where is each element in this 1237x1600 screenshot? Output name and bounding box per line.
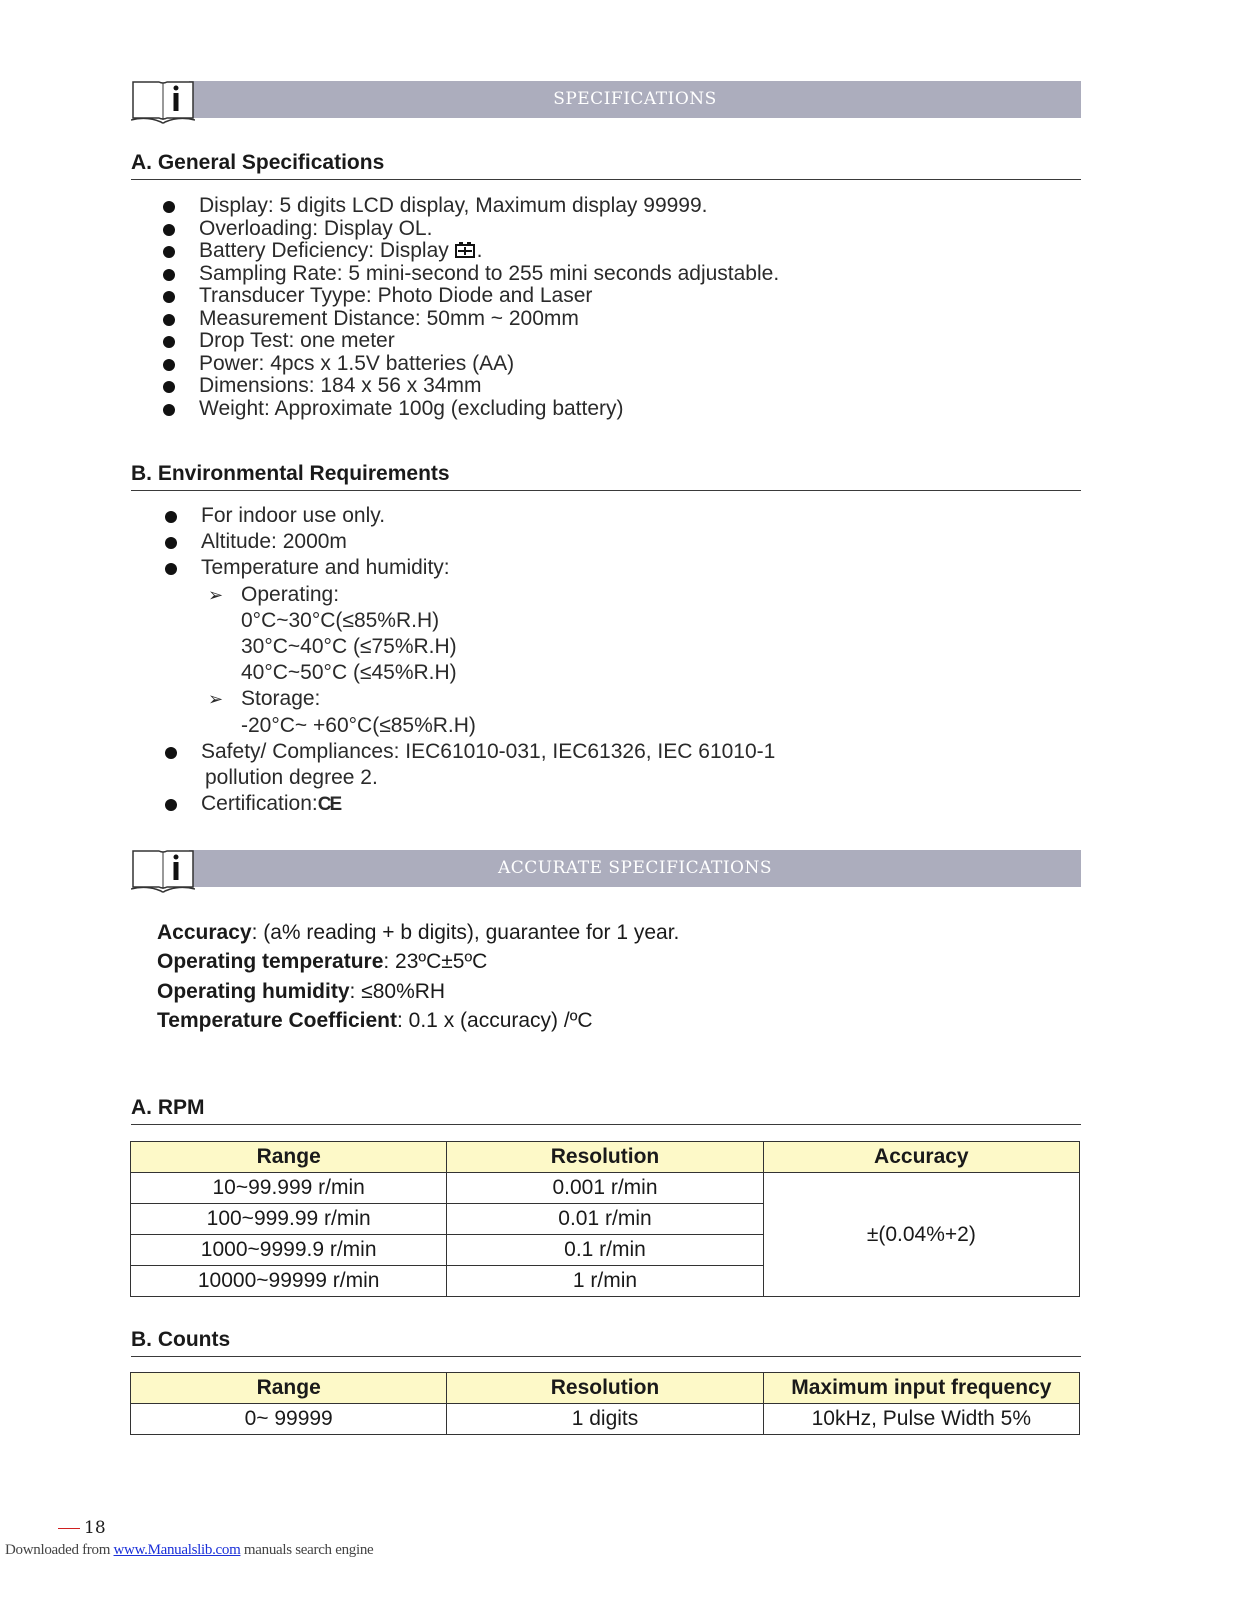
table-header-row	[131, 1142, 1080, 1173]
table-cell: 0~ 99999	[131, 1404, 447, 1435]
page-number-dash	[58, 1528, 80, 1529]
bullet-icon	[163, 404, 175, 416]
ce-mark-icon: CE	[317, 794, 341, 816]
column-header: Range	[131, 1373, 447, 1404]
list-item: Weight: Approximate 100g (excluding battery)	[162, 398, 779, 421]
table-row	[131, 1173, 1080, 1204]
bullet-icon	[163, 269, 175, 281]
table-header-row	[131, 1373, 1080, 1404]
bullet-icon	[165, 537, 177, 549]
accuracy-conditions	[157, 918, 679, 1035]
battery-icon	[455, 241, 477, 259]
bullet-icon	[163, 201, 175, 213]
table-cell: 0.001 r/min	[447, 1173, 763, 1204]
list-item: Altitude: 2000m	[162, 529, 775, 555]
specifications-banner	[131, 80, 1081, 124]
bullet-icon	[165, 799, 177, 811]
column-header: Resolution	[447, 1373, 763, 1404]
list-item: Transducer Tyype: Photo Diode and Laser	[162, 285, 779, 308]
counts-heading: B. Counts	[131, 1328, 1081, 1357]
table-cell: 100~999.99 r/min	[131, 1204, 447, 1235]
table-cell: 1 digits	[447, 1404, 763, 1435]
bullet-icon	[163, 381, 175, 393]
list-item: For indoor use only.	[162, 503, 775, 529]
storage-range: -20°C~ +60°C(≤85%R.H)	[241, 713, 476, 737]
counts-table	[130, 1372, 1080, 1435]
table-cell: 10~99.999 r/min	[131, 1173, 447, 1204]
list-item: Battery Deficiency: Display .	[162, 240, 779, 263]
bullet-icon	[165, 511, 177, 523]
arrow-bullet-icon: ➢	[208, 584, 224, 605]
list-item: Temperature and humidity:	[162, 555, 775, 581]
table-cell: 1000~9999.9 r/min	[131, 1235, 447, 1266]
column-header: Maximum input frequency	[763, 1373, 1079, 1404]
list-item: Display: 5 digits LCD display, Maximum display 99999.	[162, 195, 779, 218]
operating-range: 30°C~40°C (≤75%R.H)	[241, 635, 457, 659]
environmental-requirements-list	[162, 503, 775, 818]
accurate-specifications-banner	[131, 849, 1081, 893]
table-cell: 1 r/min	[447, 1266, 763, 1297]
banner-title: SPECIFICATIONS	[553, 89, 717, 109]
operating-temperature-line: Operating temperature: 23ºC±5ºC	[157, 950, 488, 974]
bullet-icon	[163, 336, 175, 348]
page-number: 18	[58, 1518, 106, 1538]
bullet-icon	[163, 314, 175, 326]
temperature-coefficient-line: Temperature Coefficient: 0.1 x (accuracy) /ºC	[157, 1008, 593, 1032]
table-cell: 10000~99999 r/min	[131, 1266, 447, 1297]
list-item: Sampling Rate: 5 mini-second to 255 mini seconds adjustable.	[162, 263, 779, 286]
download-footer: Downloaded from www.Manualslib.com manuals search engine	[5, 1542, 374, 1558]
manualslib-link[interactable]: www.Manualslib.com	[113, 1542, 241, 1558]
bullet-icon	[163, 246, 175, 258]
info-book-icon	[131, 849, 195, 893]
column-header: Resolution	[447, 1142, 763, 1173]
bullet-icon	[165, 563, 177, 575]
general-specifications-heading: A. General Specifications	[131, 151, 1081, 180]
table-cell: 10kHz, Pulse Width 5%	[763, 1404, 1079, 1435]
list-item: Dimensions: 184 x 56 x 34mm	[162, 375, 779, 398]
list-item: Overloading: Display OL.	[162, 218, 779, 241]
rpm-table	[130, 1141, 1080, 1297]
table-cell: 0.01 r/min	[447, 1204, 763, 1235]
list-item: Power: 4pcs x 1.5V batteries (AA)	[162, 353, 779, 376]
bullet-icon	[165, 747, 177, 759]
arrow-bullet-icon: ➢	[208, 689, 224, 710]
rpm-heading: A. RPM	[131, 1096, 1081, 1125]
table-row	[131, 1404, 1080, 1435]
info-book-icon	[131, 80, 195, 124]
column-header: Range	[131, 1142, 447, 1173]
operating-range: 40°C~50°C (≤45%R.H)	[241, 661, 457, 685]
list-item: Safety/ Compliances: IEC61010-031, IEC61326, IEC 61010-1	[162, 739, 775, 765]
list-item: Measurement Distance: 50mm ~ 200mm	[162, 308, 779, 331]
bullet-icon	[163, 291, 175, 303]
table-cell: 0.1 r/min	[447, 1235, 763, 1266]
general-specifications-list	[162, 195, 779, 420]
bullet-icon	[163, 224, 175, 236]
operating-range: 0°C~30°C(≤85%R.H)	[241, 608, 440, 632]
list-item: Certification:CE	[162, 791, 775, 818]
bullet-icon	[163, 359, 175, 371]
list-item: ➢ Storage:	[162, 686, 775, 712]
list-item: ➢ Operating:	[162, 582, 775, 608]
list-item: Drop Test: one meter	[162, 330, 779, 353]
environmental-requirements-heading: B. Environmental Requirements	[131, 462, 1081, 491]
operating-humidity-line: Operating humidity: ≤80%RH	[157, 979, 446, 1003]
safety-continuation: pollution degree 2.	[205, 766, 378, 790]
column-header: Accuracy	[763, 1142, 1079, 1173]
accuracy-cell: ±(0.04%+2)	[763, 1173, 1079, 1297]
banner-title: ACCURATE SPECIFICATIONS	[497, 858, 772, 878]
accuracy-line: Accuracy: (a% reading + b digits), guarantee for 1 year.	[157, 921, 680, 944]
